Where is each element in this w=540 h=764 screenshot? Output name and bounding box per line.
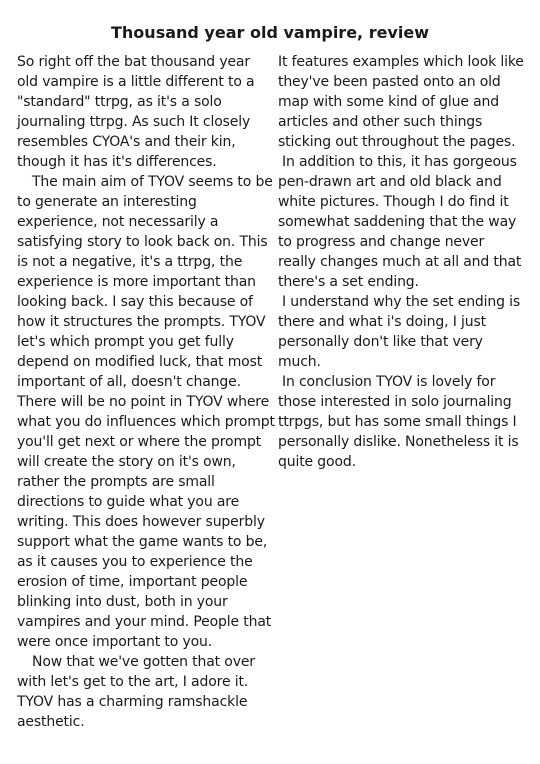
paragraph: So right off the bat thousand year old vampire is a little different to a "standard" ttrpg, as it's a solo journaling ttrpg. As such It closely resembles CYOA's and their kin, though it has it's differences. [17, 54, 255, 170]
left-column [17, 52, 275, 732]
page-title: Thousand year old vampire, review [111, 23, 429, 42]
paragraph: In addition to this, it has gorgeous pen-drawn art and old black and white pictures. Though I do find it somewhat saddening that the way to progress and change never really changes much at all and that there's a set ending. [278, 154, 522, 290]
paragraph: The main aim of TYOV seems to be to generate an interesting experience, not necessarily a satisfying story to look back on. This is not a negative, it's a ttrpg, the experience is more important than looking back. I say this because of how it structures the prompts. TYOV let's which prompt you get fully depend on modified luck, that most important of all, doesn't change. There will be no point in TYOV where what you do influences which prompt you'll get next or where the prompt will create the story on it's own, rather the prompts are small directions to guide what you are writing. This does however superbly support what the game wants to be, as it causes you to experience the erosion of time, important people blinking into dust, both in your vampires and your mind. People that were once important to you. [17, 174, 275, 650]
right-column [278, 52, 526, 472]
paragraph: Now that we've gotten that over with let's get to the art, I adore it. TYOV has a charming ramshackle aesthetic. [17, 654, 255, 730]
paragraph: I understand why the set ending is there and what i's doing, I just personally don't like that very much. [278, 294, 521, 370]
paragraph: It features examples which look like they've been pasted onto an old map with some kind of glue and articles and other such things sticking out throughout the pages. [278, 54, 524, 150]
paragraph: In conclusion TYOV is lovely for those interested in solo journaling ttrpgs, but has some small things I personally dislike. Nonetheless it is quite good. [278, 374, 519, 470]
